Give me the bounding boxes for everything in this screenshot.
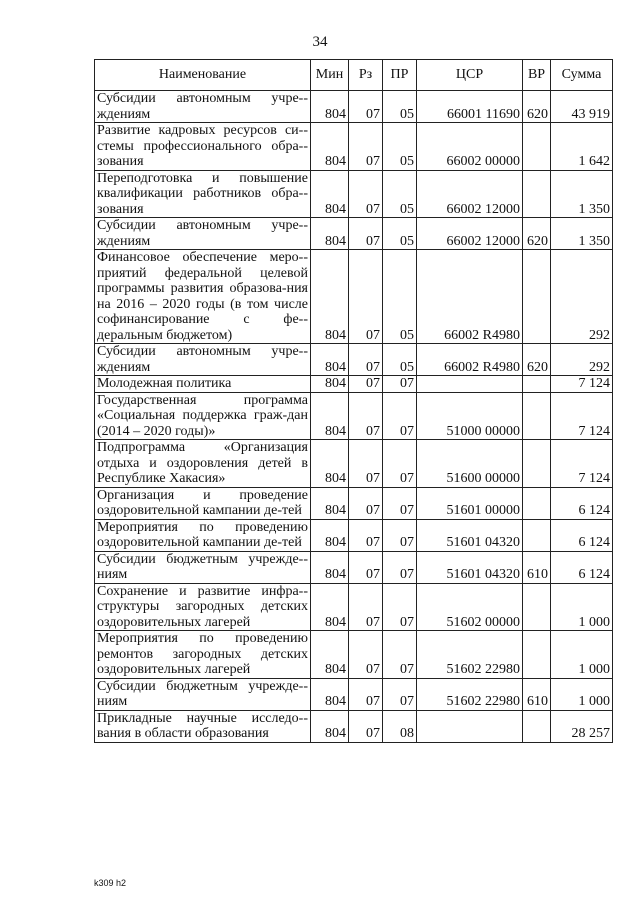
cell-min: 804 bbox=[311, 250, 349, 344]
cell-sum: 1 000 bbox=[551, 678, 613, 710]
table-row bbox=[95, 631, 613, 679]
cell-pr: 05 bbox=[383, 91, 417, 123]
cell-name: Развитие кадровых ресурсов си-стемы профессионального обра-зования bbox=[95, 123, 311, 171]
cell-min: 804 bbox=[311, 91, 349, 123]
cell-pr: 05 bbox=[383, 250, 417, 344]
cell-rz: 07 bbox=[349, 519, 383, 551]
cell-csr: 66002 R4980 bbox=[417, 344, 523, 376]
cell-vr bbox=[523, 376, 551, 393]
cell-min: 804 bbox=[311, 440, 349, 488]
cell-csr: 51601 04320 bbox=[417, 551, 523, 583]
cell-name: Организация и проведение оздоровительной кампании де-тей bbox=[95, 487, 311, 519]
cell-name: Государственная программа «Социальная поддержка граж-дан (2014 – 2020 годы)» bbox=[95, 392, 311, 440]
cell-sum: 6 124 bbox=[551, 551, 613, 583]
cell-csr: 51600 00000 bbox=[417, 440, 523, 488]
table-header bbox=[95, 60, 613, 91]
cell-pr: 07 bbox=[383, 392, 417, 440]
cell-vr: 620 bbox=[523, 344, 551, 376]
cell-rz: 07 bbox=[349, 392, 383, 440]
cell-vr: 610 bbox=[523, 678, 551, 710]
cell-vr bbox=[523, 487, 551, 519]
cell-csr: 66002 00000 bbox=[417, 123, 523, 171]
table-row bbox=[95, 392, 613, 440]
table-row bbox=[95, 376, 613, 393]
cell-csr: 51000 00000 bbox=[417, 392, 523, 440]
cell-pr: 07 bbox=[383, 583, 417, 631]
header-sum: Сумма bbox=[551, 60, 613, 91]
cell-rz: 07 bbox=[349, 487, 383, 519]
header-row bbox=[95, 60, 613, 91]
table-row bbox=[95, 678, 613, 710]
table-row bbox=[95, 710, 613, 742]
cell-sum: 28 257 bbox=[551, 710, 613, 742]
cell-sum: 1 350 bbox=[551, 170, 613, 218]
cell-pr: 05 bbox=[383, 170, 417, 218]
table-row bbox=[95, 218, 613, 250]
cell-rz: 07 bbox=[349, 170, 383, 218]
header-min: Мин bbox=[311, 60, 349, 91]
cell-vr bbox=[523, 583, 551, 631]
table-body bbox=[95, 91, 613, 743]
cell-pr: 07 bbox=[383, 519, 417, 551]
cell-name: Субсидии автономным учре-ждениям bbox=[95, 218, 311, 250]
cell-min: 804 bbox=[311, 170, 349, 218]
cell-pr: 05 bbox=[383, 218, 417, 250]
cell-pr: 05 bbox=[383, 123, 417, 171]
cell-csr: 51602 22980 bbox=[417, 631, 523, 679]
cell-name: Молодежная политика bbox=[95, 376, 311, 393]
cell-csr bbox=[417, 710, 523, 742]
cell-sum: 1 000 bbox=[551, 583, 613, 631]
cell-name: Прикладные научные исследо-вания в области образования bbox=[95, 710, 311, 742]
cell-rz: 07 bbox=[349, 250, 383, 344]
cell-pr: 07 bbox=[383, 551, 417, 583]
cell-vr bbox=[523, 392, 551, 440]
cell-min: 804 bbox=[311, 551, 349, 583]
cell-pr: 07 bbox=[383, 440, 417, 488]
cell-rz: 07 bbox=[349, 344, 383, 376]
cell-min: 804 bbox=[311, 376, 349, 393]
cell-vr: 620 bbox=[523, 91, 551, 123]
cell-pr: 05 bbox=[383, 344, 417, 376]
cell-csr: 51601 04320 bbox=[417, 519, 523, 551]
table-row bbox=[95, 91, 613, 123]
cell-rz: 07 bbox=[349, 218, 383, 250]
cell-rz: 07 bbox=[349, 678, 383, 710]
cell-sum: 1 642 bbox=[551, 123, 613, 171]
cell-name: Субсидии автономным учре-ждениям bbox=[95, 91, 311, 123]
cell-vr bbox=[523, 170, 551, 218]
cell-pr: 07 bbox=[383, 376, 417, 393]
cell-pr: 07 bbox=[383, 487, 417, 519]
cell-csr: 66002 12000 bbox=[417, 170, 523, 218]
header-vr: ВР bbox=[523, 60, 551, 91]
cell-vr bbox=[523, 250, 551, 344]
cell-sum: 43 919 bbox=[551, 91, 613, 123]
table-row bbox=[95, 583, 613, 631]
table-row bbox=[95, 123, 613, 171]
cell-csr bbox=[417, 376, 523, 393]
table-row bbox=[95, 519, 613, 551]
cell-min: 804 bbox=[311, 344, 349, 376]
cell-min: 804 bbox=[311, 583, 349, 631]
cell-sum: 6 124 bbox=[551, 487, 613, 519]
cell-rz: 07 bbox=[349, 123, 383, 171]
cell-vr bbox=[523, 440, 551, 488]
cell-min: 804 bbox=[311, 218, 349, 250]
cell-sum: 1 000 bbox=[551, 631, 613, 679]
cell-sum: 292 bbox=[551, 250, 613, 344]
header-rz: Рз bbox=[349, 60, 383, 91]
cell-sum: 292 bbox=[551, 344, 613, 376]
cell-csr: 66001 11690 bbox=[417, 91, 523, 123]
cell-csr: 51602 22980 bbox=[417, 678, 523, 710]
table-row bbox=[95, 487, 613, 519]
cell-min: 804 bbox=[311, 487, 349, 519]
cell-csr: 51601 00000 bbox=[417, 487, 523, 519]
cell-min: 804 bbox=[311, 710, 349, 742]
cell-rz: 07 bbox=[349, 91, 383, 123]
cell-pr: 07 bbox=[383, 678, 417, 710]
cell-min: 804 bbox=[311, 519, 349, 551]
cell-rz: 07 bbox=[349, 376, 383, 393]
cell-name: Переподготовка и повышение квалификации работников обра-зования bbox=[95, 170, 311, 218]
cell-rz: 07 bbox=[349, 631, 383, 679]
cell-rz: 07 bbox=[349, 551, 383, 583]
cell-min: 804 bbox=[311, 631, 349, 679]
cell-vr bbox=[523, 631, 551, 679]
cell-rz: 07 bbox=[349, 440, 383, 488]
cell-pr: 07 bbox=[383, 631, 417, 679]
cell-min: 804 bbox=[311, 123, 349, 171]
cell-name: Подпрограмма «Организация отдыха и оздоровления детей в Республике Хакасия» bbox=[95, 440, 311, 488]
cell-rz: 07 bbox=[349, 710, 383, 742]
cell-vr bbox=[523, 123, 551, 171]
cell-name: Субсидии бюджетным учрежде-ниям bbox=[95, 551, 311, 583]
cell-sum: 1 350 bbox=[551, 218, 613, 250]
cell-name: Сохранение и развитие инфра-структуры загородных детских оздоровительных лагерей bbox=[95, 583, 311, 631]
table-row bbox=[95, 440, 613, 488]
header-pr: ПР bbox=[383, 60, 417, 91]
table-row bbox=[95, 344, 613, 376]
cell-name: Мероприятия по проведению ремонтов загородных детских оздоровительных лагерей bbox=[95, 631, 311, 679]
cell-sum: 7 124 bbox=[551, 392, 613, 440]
page-number: 34 bbox=[312, 34, 328, 50]
budget-table bbox=[94, 59, 613, 743]
cell-name: Финансовое обеспечение меро-приятий федеральной целевой программы развития образова-ния на 2016 – 2020 годы (в том числе софинансирование с фе-деральным бюджетом) bbox=[95, 250, 311, 344]
cell-sum: 7 124 bbox=[551, 440, 613, 488]
cell-name: Субсидии бюджетным учрежде-ниям bbox=[95, 678, 311, 710]
table-row bbox=[95, 170, 613, 218]
cell-vr bbox=[523, 710, 551, 742]
cell-min: 804 bbox=[311, 678, 349, 710]
header-name: Наименование bbox=[95, 60, 311, 91]
table-row bbox=[95, 551, 613, 583]
table-row bbox=[95, 250, 613, 344]
cell-csr: 66002 R4980 bbox=[417, 250, 523, 344]
cell-vr bbox=[523, 519, 551, 551]
cell-vr: 610 bbox=[523, 551, 551, 583]
cell-csr: 66002 12000 bbox=[417, 218, 523, 250]
cell-sum: 7 124 bbox=[551, 376, 613, 393]
cell-sum: 6 124 bbox=[551, 519, 613, 551]
cell-name: Субсидии автономным учре-ждениям bbox=[95, 344, 311, 376]
footer-code: k309 h2 bbox=[94, 878, 127, 888]
header-csr: ЦСР bbox=[417, 60, 523, 91]
cell-pr: 08 bbox=[383, 710, 417, 742]
cell-name: Мероприятия по проведению оздоровительной кампании де-тей bbox=[95, 519, 311, 551]
cell-min: 804 bbox=[311, 392, 349, 440]
cell-csr: 51602 00000 bbox=[417, 583, 523, 631]
cell-rz: 07 bbox=[349, 583, 383, 631]
cell-vr: 620 bbox=[523, 218, 551, 250]
